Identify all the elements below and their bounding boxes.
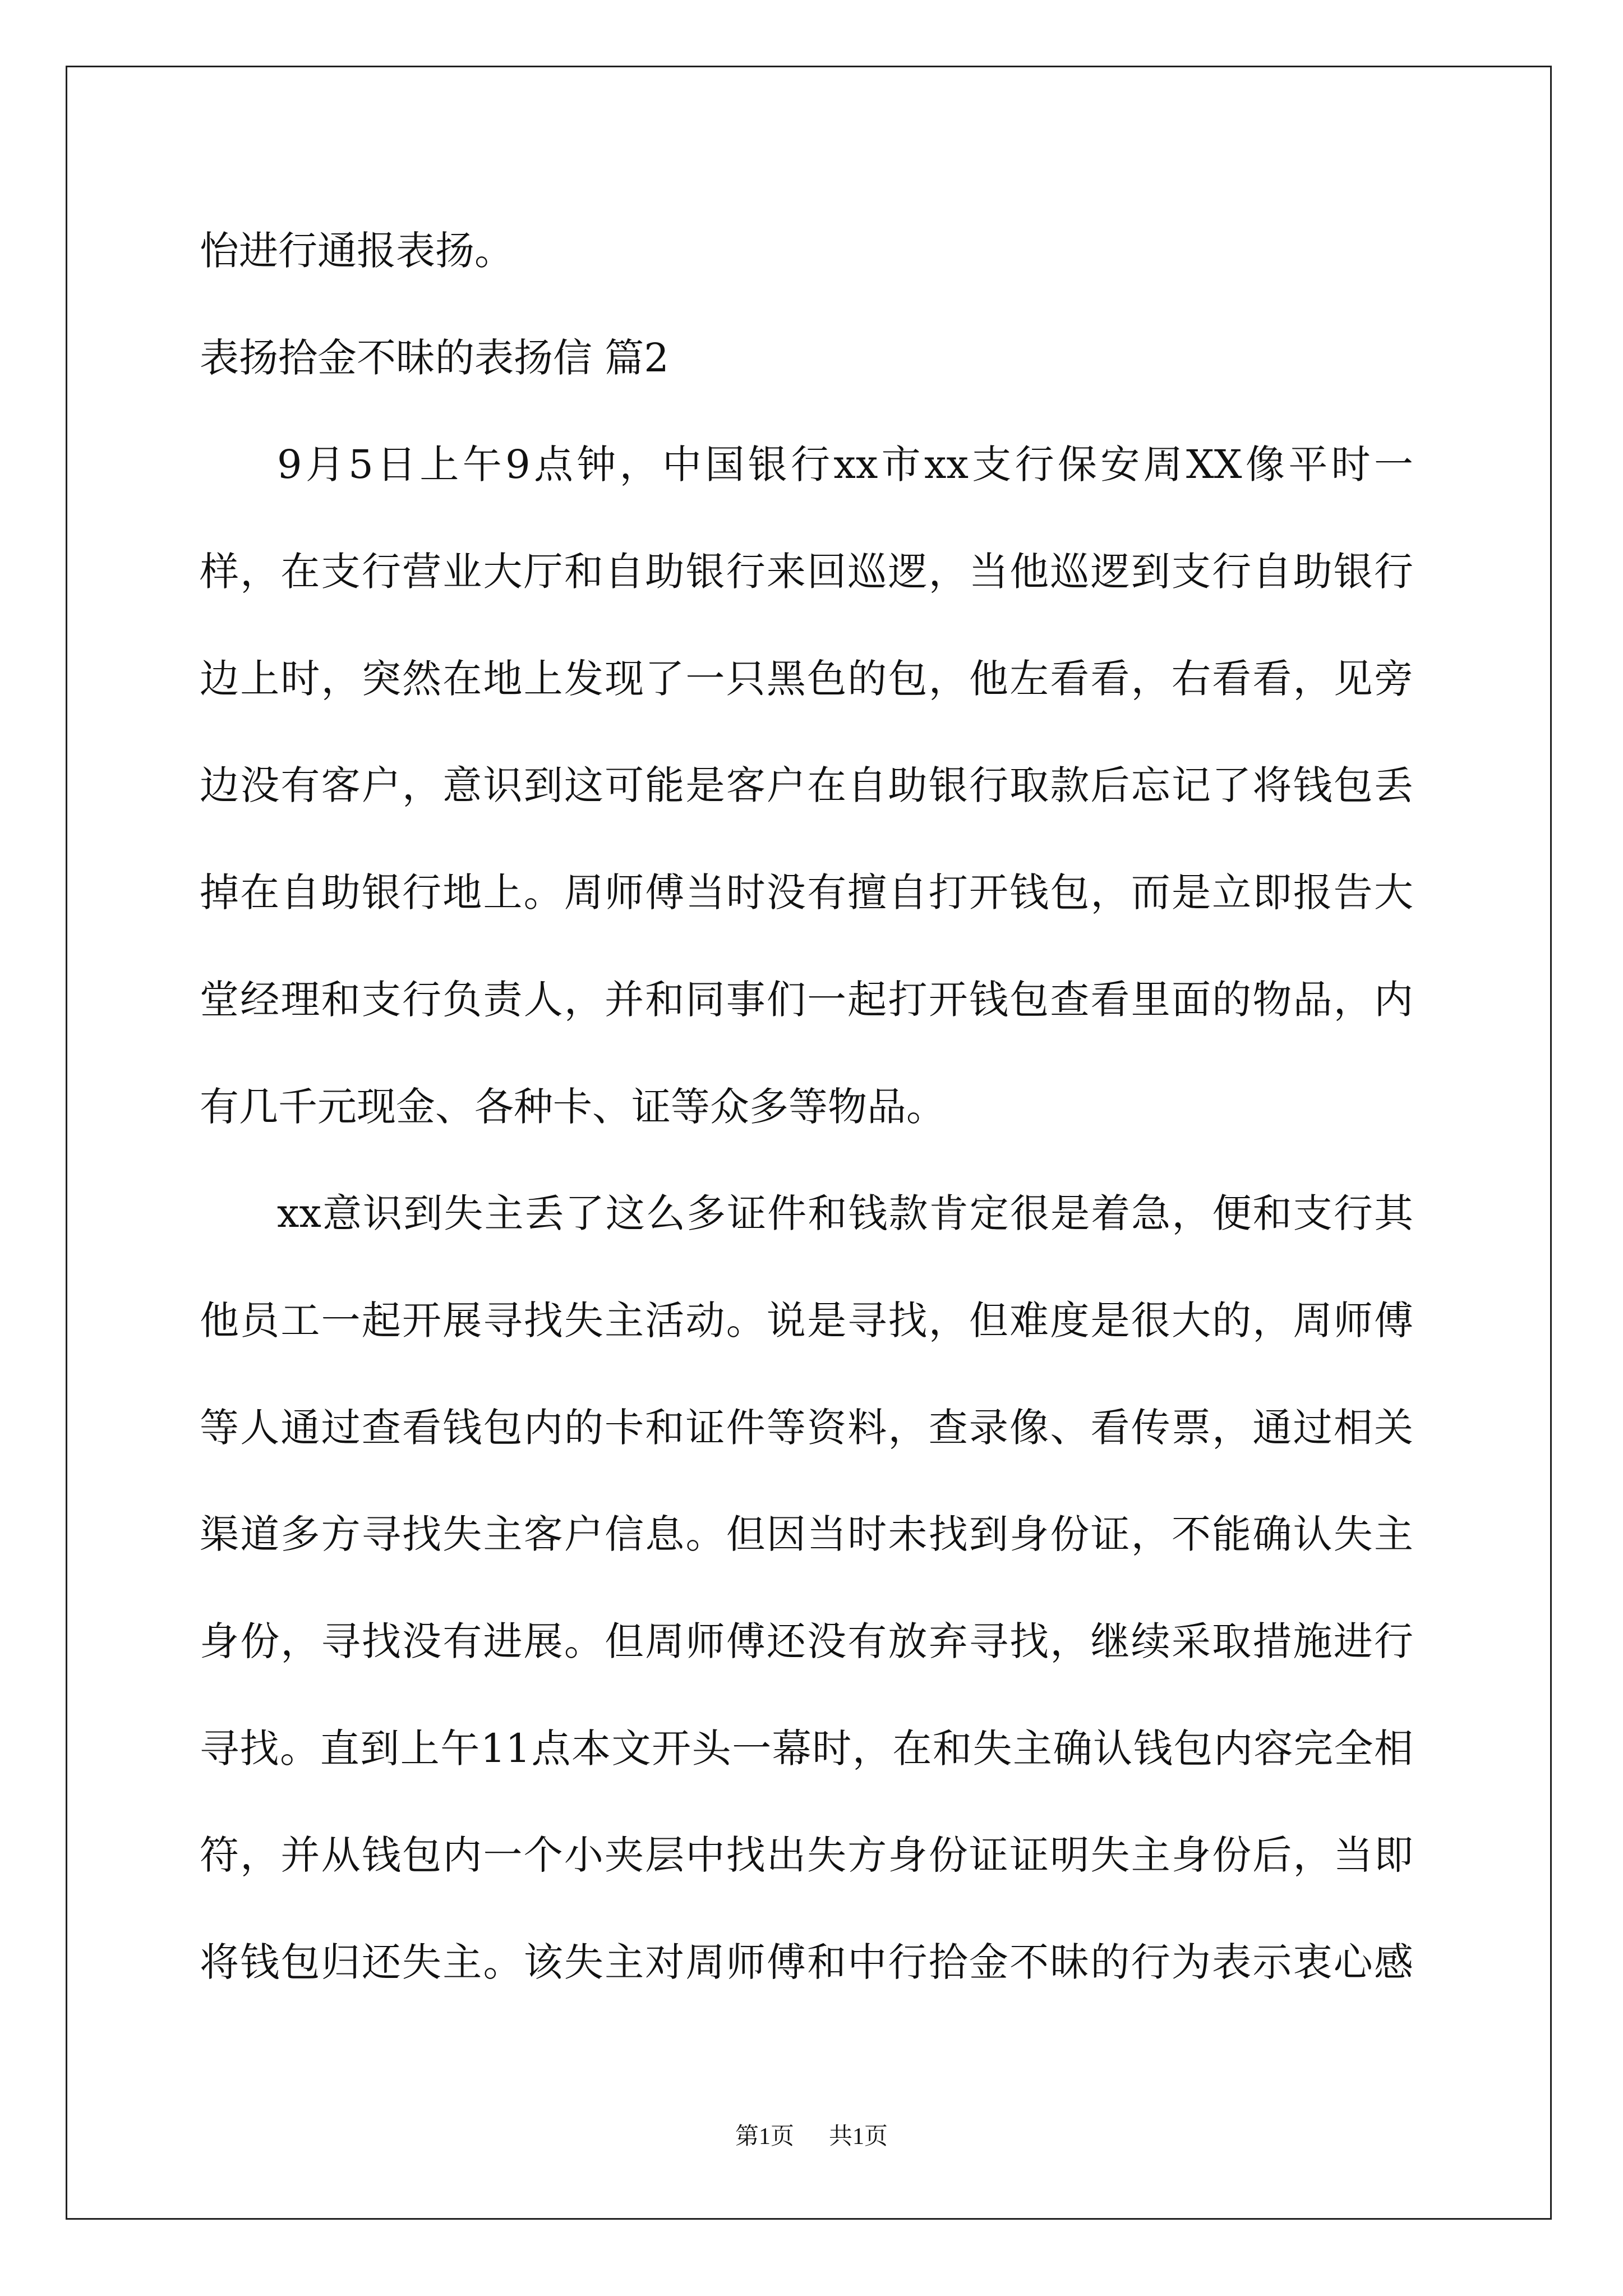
lead-text xyxy=(200,197,1413,305)
text-line: 边上时，突然在地上发现了一只黑色的包，他左看看，右看看，见旁 xyxy=(200,655,1413,702)
text-line: 寻找。直到上午11点本文开头一幕时，在和失主确认钱包内容完全相 xyxy=(200,1725,1413,1772)
text-line: 有几千元现金、各种卡、证等众多等物品。 xyxy=(200,1083,946,1130)
text-line: 边没有客户，意识到这可能是客户在自助银行取款后忘记了将钱包丢 xyxy=(200,762,1413,809)
text-line: 怡进行通报表扬。 xyxy=(200,228,514,274)
text-line: 符，并从钱包内一个小夹层中找出失方身份证证明失主身份后，当即 xyxy=(200,1832,1413,1879)
text-line: 堂经理和支行负责人，并和同事们一起打开钱包查看里面的物品，内 xyxy=(200,976,1413,1023)
document-body xyxy=(200,197,1413,2016)
text-line: 他员工一起开展寻找失主活动。说是寻找，但难度是很大的，周师傅 xyxy=(200,1297,1413,1343)
text-line: 9月5日上午9点钟，中国银行xx市xx支行保安周XX像平时一 xyxy=(277,441,1413,488)
text-line: 将钱包归还失主。该失主对周师傅和中行拾金不昧的行为表示衷心感 xyxy=(200,1939,1413,1985)
section-heading: 表扬拾金不昧的表扬信 篇2 xyxy=(200,334,669,381)
text-line: 身份，寻找没有进展。但周师傅还没有放弃寻找，继续采取措施进行 xyxy=(200,1618,1413,1664)
paragraph xyxy=(200,1160,1413,2016)
text-line: 等人通过查看钱包内的卡和证件等资料，查录像、看传票，通过相关 xyxy=(200,1404,1413,1451)
current-page-number: 第1页 xyxy=(735,2124,794,2150)
text-line: 渠道多方寻找失主客户信息。但因当时未找到身份证，不能确认失主 xyxy=(200,1511,1413,1558)
page-footer xyxy=(0,2120,1623,2154)
total-page-count: 共1页 xyxy=(829,2124,888,2150)
text-line: 样，在支行营业大厅和自助银行来回巡逻，当他巡逻到支行自助银行 xyxy=(200,549,1413,595)
text-line: xx意识到失主丢了这么多证件和钱款肯定很是着急，便和支行其 xyxy=(277,1190,1413,1237)
text-line: 掉在自助银行地上。周师傅当时没有擅自打开钱包，而是立即报告大 xyxy=(200,869,1413,916)
paragraph xyxy=(200,411,1413,1160)
